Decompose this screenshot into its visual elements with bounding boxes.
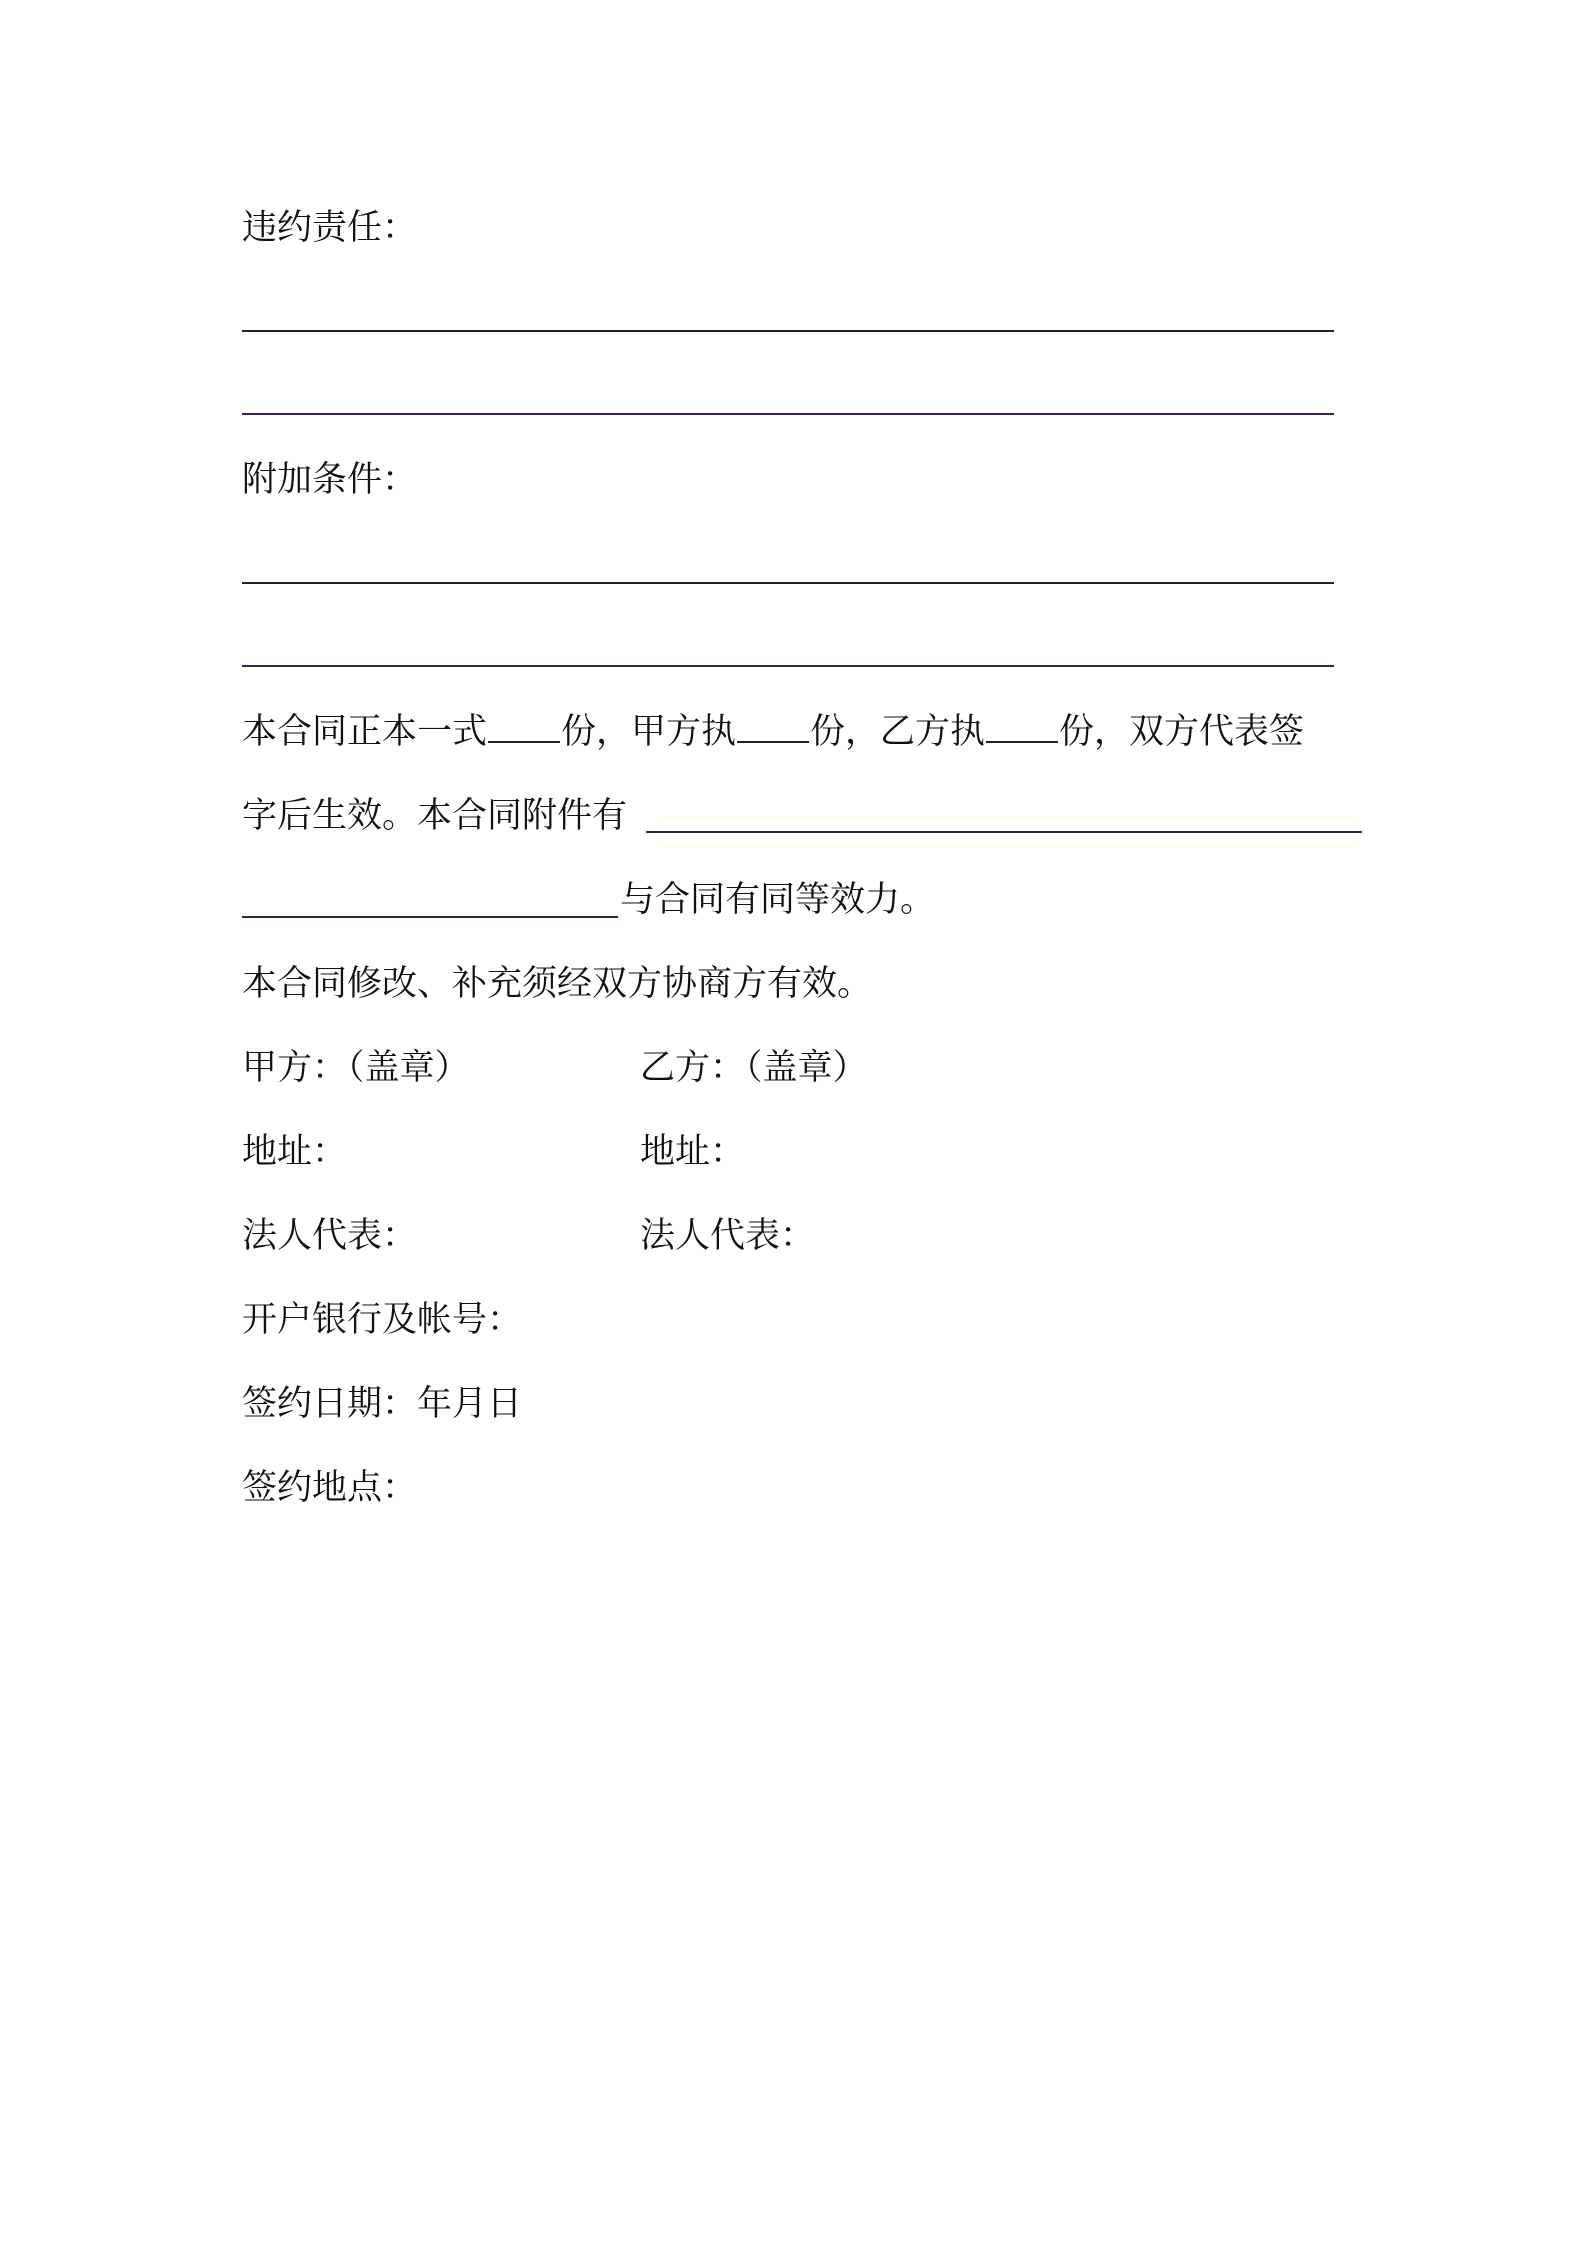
party-a-copies-blank[interactable] <box>737 711 809 743</box>
copies-text-3: 份，乙方执 <box>810 712 986 752</box>
additional-conditions-line-2[interactable] <box>242 665 1334 667</box>
amendment-clause: 本合同修改、补充须经双方协商方有效。 <box>242 964 873 1004</box>
party-a-address: 地址： <box>242 1132 348 1172</box>
additional-conditions-line-1[interactable] <box>242 582 1334 584</box>
effective-clause <box>242 794 627 838</box>
total-copies-blank[interactable] <box>488 711 560 743</box>
attachments-blank-continued[interactable] <box>242 916 618 918</box>
party-b-legal-rep: 法人代表： <box>640 1216 816 1256</box>
equal-effect-text: 与合同有同等效力。 <box>620 880 936 920</box>
sign-place: 签约地点： <box>242 1468 418 1508</box>
party-b-address: 地址： <box>640 1132 746 1172</box>
breach-liability-line-2[interactable] <box>242 413 1334 415</box>
breach-liability-line-1[interactable] <box>242 330 1334 332</box>
copies-text-4: 份，双方代表签 <box>1059 712 1305 752</box>
sign-date: 签约日期：年月日 <box>242 1384 523 1424</box>
copies-text-1: 本合同正本一式 <box>242 712 488 752</box>
additional-conditions-label: 附加条件： <box>242 460 418 500</box>
bank-account: 开户银行及帐号： <box>242 1300 523 1340</box>
effective-text-1: 字后生效。本合同附件有 <box>242 796 628 836</box>
copies-clause <box>242 710 1304 754</box>
attachments-blank[interactable] <box>646 831 1362 833</box>
party-a-legal-rep: 法人代表： <box>242 1216 418 1256</box>
party-b-copies-blank[interactable] <box>986 711 1058 743</box>
copies-text-2: 份，甲方执 <box>561 712 737 752</box>
breach-liability-label: 违约责任： <box>242 208 418 248</box>
party-b-seal: 乙方：（盖章） <box>640 1048 868 1088</box>
party-a-seal: 甲方：（盖章） <box>242 1048 470 1088</box>
